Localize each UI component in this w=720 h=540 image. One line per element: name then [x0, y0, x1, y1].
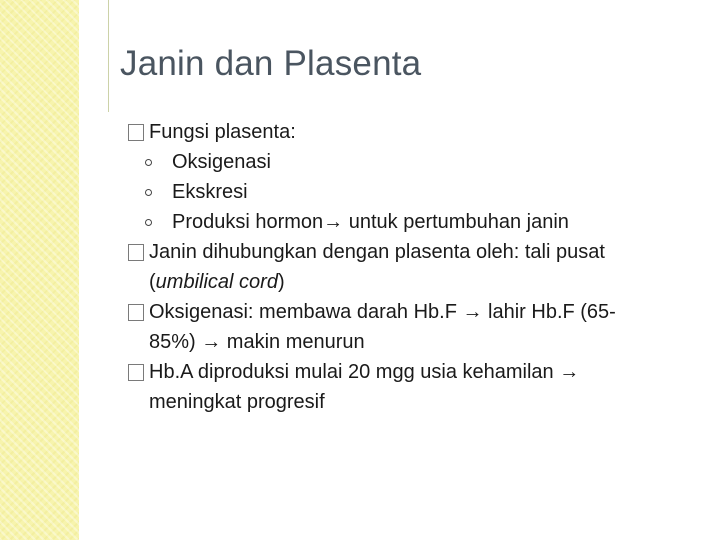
bullet-text: Fungsi plasenta:: [149, 121, 296, 143]
sub-bullet-ekskresi: [128, 177, 708, 207]
circle-bullet-icon: [145, 219, 152, 226]
decorative-side-band: [0, 0, 79, 540]
bullet-text-continued: meningkat progresif: [149, 391, 325, 413]
circle-bullet-icon: [145, 189, 152, 196]
bullet-text: Oksigenasi: membawa darah Hb.F → lahir Hb.F (65-: [149, 301, 616, 323]
bullet-text-continued: 85%) → makin menurun: [149, 331, 365, 353]
sub-bullet-text: Produksi hormon→ untuk pertumbuhan janin: [172, 211, 569, 233]
bullet-text: Janin dihubungkan dengan plasenta oleh: tali pusat: [149, 241, 605, 263]
slide-content: [128, 117, 708, 417]
bullet-text-italic: umbilical cord: [155, 271, 278, 293]
bullet-hba-diproduksi: [128, 357, 708, 417]
checkbox-bullet-icon: [128, 244, 144, 261]
bullet-janin-dihubungkan: [128, 237, 708, 297]
sub-bullet-produksi-hormon: [128, 207, 708, 237]
checkbox-bullet-icon: [128, 364, 144, 381]
bullet-text-paren-close: ): [277, 271, 285, 293]
checkbox-bullet-icon: [128, 304, 144, 321]
bullet-oksigenasi-hbf: [128, 297, 708, 357]
checkbox-bullet-icon: [128, 124, 144, 141]
sub-bullet-oksigenasi: [128, 147, 708, 177]
circle-bullet-icon: [145, 159, 152, 166]
bullet-text: Hb.A diproduksi mulai 20 mgg usia kehamilan →: [149, 361, 580, 383]
bullet-fungsi-plasenta: [128, 117, 708, 147]
sub-bullet-text: Oksigenasi: [172, 151, 271, 173]
slide-title: Janin dan Plasenta: [120, 44, 422, 83]
title-accent-line: [108, 0, 109, 112]
bullet-text-paren-open: (: [149, 271, 156, 293]
sub-bullet-text: Ekskresi: [172, 181, 248, 203]
